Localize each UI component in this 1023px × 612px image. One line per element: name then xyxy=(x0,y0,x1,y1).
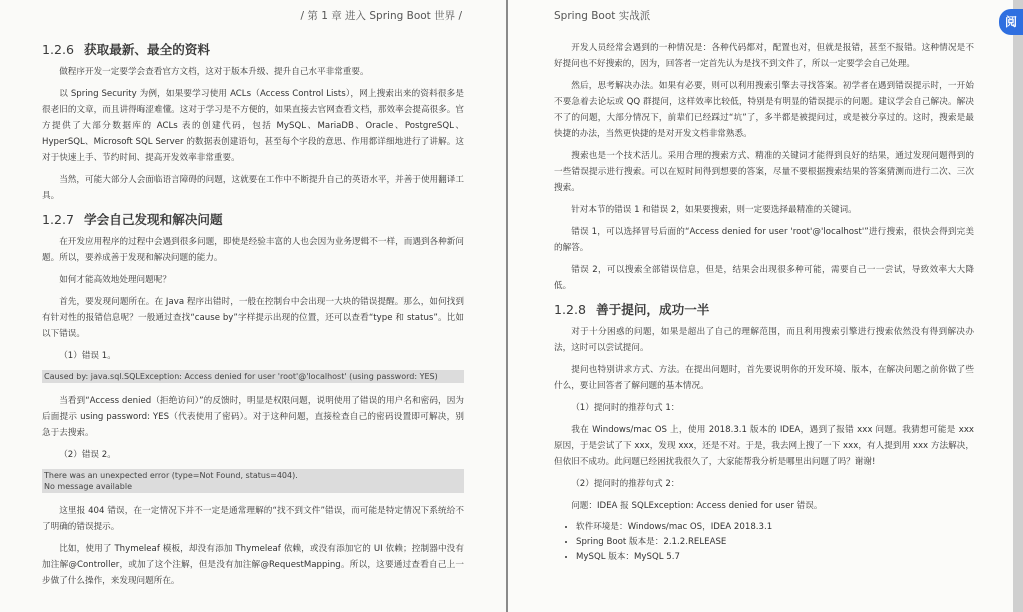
list-item: • Spring Boot 版本是：2.1.2.RELEASE xyxy=(576,535,974,550)
list-item: • MySQL 版本：MySQL 5.7 xyxy=(576,550,974,565)
list-label-template-2: （2）提问时的推荐句式 2： xyxy=(571,479,680,489)
right-page xyxy=(508,0,1017,612)
paragraph: 做程序开发一定要学会查看官方文档，这对于版本升级、提升自己水平非常重要。 xyxy=(59,67,369,77)
paragraph: 以 Spring Security 为例，如果要学习使用 ACLs（Access Control Lists），网上搜索出来的资料很多是很老旧的文章，而且讲得晦涩难懂。这对于学习是不方便的，如果直接去官网查看文档，那效率会提高很多。官方提供了大部分数据库的 ACLs 表的创建代码，包括 MySQL、MariaDB、Oracle、PostgreSQL、HyperSQL、Microsoft SQL Server 的数据表创建语句，甚至每个字段的意思、作用都详细地进行了讲解。这对于快速上手、节约时间、提高开发效率非常重要。 xyxy=(42,89,464,163)
paragraph: 当看到“Access denied（拒绝访问）”的反馈时，明显是权限问题，说明使用了错误的用户名和密码，因为后面提示 using password: YES（代表使用了密码）。对于这种问题，直接检查自己的密码设置即可解决，别急于去搜索。 xyxy=(42,396,464,438)
code-line: There was an unexpected error (type=Not Found, status=404). xyxy=(44,471,298,480)
paragraph: 针对本节的错误 1 和错误 2，如果要搜索，则一定要选择最精准的关键词。 xyxy=(571,205,857,215)
environment-list xyxy=(576,520,974,565)
section-heading-1-2-7 xyxy=(42,210,464,230)
paragraph: 这里报 404 错误，在一定情况下并不一定是通常理解的“找不到文件”错误，而可能是特定情况下系统给不了明确的错误提示。 xyxy=(42,506,464,532)
section-number: 1.2.8 xyxy=(554,302,587,317)
paragraph: 比如，使用了 Thymeleaf 模板，却没有添加 Thymeleaf 依赖，或没有添加它的 UI 依赖；控制器中没有加注解@Controller，或加了这个注解，但是没有加注解@RequestMapping。所以，这要通过查看自己上一步做了什么操作，来发现问题所在。 xyxy=(42,544,464,586)
section-title: 学会自己发现和解决问题 xyxy=(84,212,223,227)
paragraph: 搜索也是一个技术活儿。采用合理的搜索方式、精准的关键词才能得到良好的结果，通过发现问题得到的一些错误提示进行搜索。可以在短时间得到想要的答案，尽量不要根据搜索结果的答案猜测而进行二次、三次搜索。 xyxy=(554,151,974,193)
code-line: Caused by: java.sql.SQLException: Access denied for user 'root'@'localhost' (using password: YES) xyxy=(44,372,438,381)
list-label-error-1: （1）错误 1。 xyxy=(59,351,116,361)
paragraph: 错误 2，可以搜索全部错误信息，但是，结果会出现很多种可能，需要自己一一尝试，导致效率大大降低。 xyxy=(554,265,974,291)
paragraph: 开发人员经常会遇到的一种情况是：各种代码都对，配置也对，但就是报错，甚至不报错。这种情况是不好提问也不好搜索的，因为，回答者一定首先认为是找不到文件了，所以一定要学会自己处理。 xyxy=(554,43,974,69)
section-title: 善于提问，成功一半 xyxy=(596,302,710,317)
code-block-error-1 xyxy=(42,370,464,383)
list-label-error-2: （2）错误 2。 xyxy=(59,450,116,460)
left-running-header: / 第 1 章 进入 Spring Boot 世界 / xyxy=(300,10,462,22)
paragraph: 错误 1，可以选择冒号后面的“Access denied for user 'root'@'localhost'”进行搜索，很快会得到完美的解答。 xyxy=(554,227,974,253)
section-heading-1-2-6 xyxy=(42,40,464,60)
reader-tool-button[interactable]: 阅 xyxy=(999,9,1023,35)
paragraph: 如何才能高效地处理问题呢？ xyxy=(59,275,171,285)
section-number: 1.2.7 xyxy=(42,212,75,227)
paragraph: 然后，思考解决办法。如果有必要，则可以利用搜索引擎去寻找答案。初学者在遇到错误提示时，一开始不要急着去论坛或 QQ 群提问，这样效率比较低，特别是有明显的错误提示的问题。建议学会自己解决。解决不了的问题，大部分情况下，前辈们已经踩过“坑”了，多半都是被提问过，或是被分享过的。这时，搜索是最快捷的办法，当然更快捷的是对开发文档非常熟悉。 xyxy=(554,81,974,139)
section-title: 获取最新、最全的资料 xyxy=(84,42,210,57)
code-block-error-2 xyxy=(42,469,464,493)
section-heading-1-2-8 xyxy=(554,300,974,320)
paragraph: 对于十分困惑的问题，如果是超出了自己的理解范围，而且利用搜索引擎进行搜索依然没有得到解决办法，这时可以尝试提问。 xyxy=(554,327,974,353)
left-page xyxy=(0,0,506,612)
right-page-body xyxy=(554,40,974,565)
section-number: 1.2.6 xyxy=(42,42,75,57)
right-running-header: Spring Boot 实战派 xyxy=(554,10,651,22)
code-line: No message available xyxy=(44,482,133,491)
paragraph: 首先，要发现问题所在。在 Java 程序出错时，一般在控制台中会出现一大块的错误提醒。那么，如何找到有针对性的报错信息呢？一般通过查找“cause by”字样提示出现的位置，还可以查看“type 和 status”。比如以下错误。 xyxy=(42,297,464,339)
paragraph: 当然，可能大部分人会面临语言障碍的问题，这就要在工作中不断提升自己的英语水平，并善于使用翻译工具。 xyxy=(42,175,464,201)
list-label-template-1: （1）提问时的推荐句式 1： xyxy=(571,403,680,413)
paragraph: 提问也特别讲求方式、方法。在提出问题时，首先要说明你的开发环境、版本，在解决问题之前你做了些什么，要让回答者了解问题的基本情况。 xyxy=(554,365,974,391)
paragraph: 我在 Windows/mac OS 上，使用 2018.3.1 版本的 IDEA，遇到了报错 xxx 问题。我猜想可能是 xxx 原因，于是尝试了下 xxx，发现 xxx，还是不对。于是，我去网上搜了一下 xxx，有人提到用 xxx 方法解决，但依旧不成功。此问题已经困扰我很久了，大家能帮我分析是哪里出问题了吗？谢谢! xyxy=(554,425,974,467)
left-page-body xyxy=(42,40,464,595)
paragraph: 在开发应用程序的过程中会遇到很多问题，即使是经验丰富的人也会因为业务逻辑不一样，而遇到各种新问题。所以，要养成善于发现和解决问题的能力。 xyxy=(42,237,464,263)
paragraph: 问题：IDEA 报 SQLException: Access denied for user 错误。 xyxy=(571,501,823,511)
list-item: • 软件环境是：Windows/mac OS，IDEA 2018.3.1 xyxy=(576,520,974,535)
